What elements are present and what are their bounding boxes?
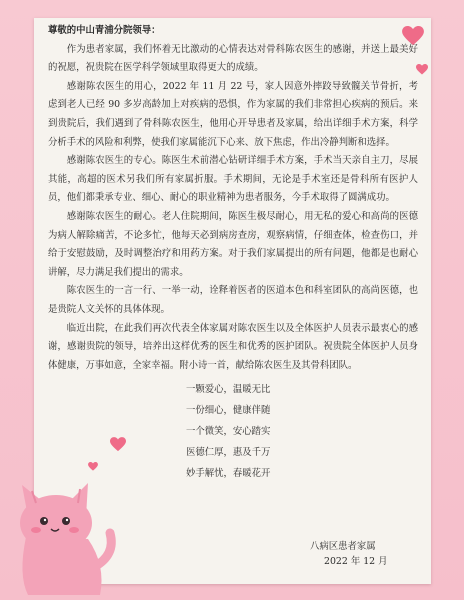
poem: [48, 379, 418, 484]
salutation: 尊敬的中山青浦分院领导：: [48, 25, 161, 36]
letter-body: [48, 22, 418, 484]
paragraph: 感谢陈农医生的耐心。老人住院期间，陈医生极尽耐心，用无私的爱心和高尚的医德为病人解除痛苦，不论多忙，他每天必到病房查房，观察病情，仔细查体，检查伤口，并给于安慰鼓励，及时调整治疗和用药方案。对于我们家属提出的所有问题，他都是也耐心讲解，尽力满足我们提出的需求。: [48, 210, 418, 278]
poem-line: 一份细心，健康伴随: [186, 405, 271, 417]
signature-block: [310, 539, 420, 569]
paragraph: 感谢陈农医生的用心，2022 年 11 月 22 号，家人因意外摔跤导致髋关节骨折，考虑到老人已经 90 多岁高龄加上对疾病的恐惧，作为家属的我们非常担心疾病的预后。来到贵院后，我们遇到了骨科陈农医生，他用心开导患者及家属，给出详细手术方案，科学分析手术的风险和利弊，使我们家属能沉下心来、放下焦虑，作出冷静判断和选择。: [48, 80, 418, 148]
poem-line: 妙手解忧，春暖花开: [186, 468, 271, 480]
paragraph: 临近出院，在此我们再次代表全体家属对陈农医生以及全体医护人员表示最衷心的感谢，感谢贵院的领导，培养出这样优秀的医生和优秀的医护团队。祝贵院全体医护人员身体健康，万事如意，全家幸福。附小诗一首，献给陈农医生及其骨科团队。: [48, 322, 418, 371]
poem-line: 一颗爱心，温暖无比: [186, 384, 271, 396]
date: 2022 年 12 月: [324, 556, 388, 567]
poem-line: 一个微笑，安心踏实: [186, 426, 271, 438]
paragraph: 陈农医生的一言一行、一举一动，诠释着医者的医道本色和科室团队的高尚医德，也是贵院人文关怀的具体体现。: [48, 285, 418, 315]
paragraph: 感谢陈农医生的专心。陈医生术前潜心钻研详细手术方案，手术当天亲自主刀，尽展其能，高超的医术另我们所有家属折服。手术期间，无论是手术室还是骨科所有医护人员，他们都秉承专业、细心、耐心的职业精神为患者服务，今手术取得了圆满成功。: [48, 155, 418, 204]
poem-line: 医德仁厚，惠及千万: [186, 447, 271, 459]
paragraph: 作为患者家属，我们怀着无比激动的心情表达对骨科陈农医生的感谢，并送上最美好的祝愿，祝贵院在医学科学领域里取得更大的成绩。: [48, 43, 418, 74]
signature: 八病区患者家属: [310, 541, 376, 552]
